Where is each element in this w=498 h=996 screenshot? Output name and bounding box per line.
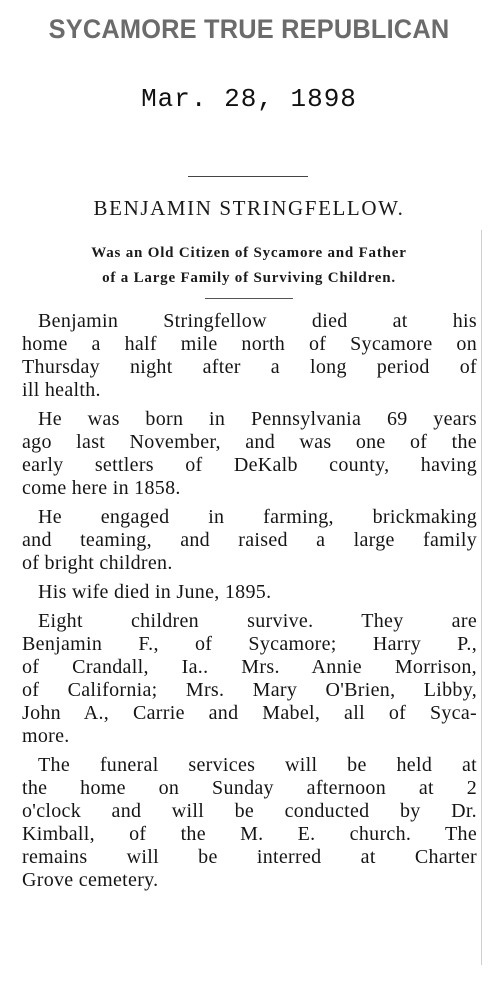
paragraph-line: remains will be interred at Charter [22, 846, 477, 868]
paragraph-line: of Crandall, Ia.. Mrs. Annie Morrison, [22, 656, 477, 678]
article-body [22, 310, 477, 892]
paragraph-line: He was born in Pennsylvania 69 years [38, 408, 477, 430]
clipping-edge-line [481, 230, 482, 965]
paragraph-line: Kimball, of the M. E. church. The [22, 823, 477, 845]
paragraph-line: His wife died in June, 1895. [38, 581, 272, 603]
paragraph-line: early settlers of DeKalb county, having [22, 454, 477, 476]
publication-date: Mar. 28, 1898 [141, 84, 357, 114]
paragraph-line: Benjamin Stringfellow died at his [38, 310, 477, 332]
paragraph-line: the home on Sunday afternoon at 2 [22, 777, 477, 799]
top-rule [188, 176, 308, 177]
paragraph-line: of California; Mrs. Mary O'Brien, Libby, [22, 679, 477, 701]
article-headline: BENJAMIN STRINGFELLOW. [93, 196, 405, 220]
paragraph-line: home a half mile north of Sycamore on [22, 333, 477, 355]
paragraph-line: The funeral services will be held at [38, 754, 477, 776]
article-paragraph [22, 610, 477, 748]
newspaper-masthead: SYCAMORE TRUE REPUBLICAN [48, 14, 450, 44]
article-paragraph [22, 506, 477, 575]
paragraph-line: and teaming, and raised a large family [22, 529, 477, 551]
paragraph-line: Thursday night after a long period of [22, 356, 477, 378]
paragraph-line: Benjamin F., of Sycamore; Harry P., [22, 633, 477, 655]
paragraph-line: He engaged in farming, brickmaking [38, 506, 477, 528]
paragraph-line: John A., Carrie and Mabel, all of Syca- [22, 702, 477, 724]
article-paragraph [22, 581, 477, 604]
paragraph-line: ago last November, and was one of the [22, 431, 477, 453]
paragraph-line: of bright children. [22, 552, 173, 574]
section-rule [205, 298, 293, 299]
paragraph-line: come here in 1858. [22, 477, 181, 499]
paragraph-line: Grove cemetery. [22, 869, 159, 891]
subhead-line-2: of a Large Family of Surviving Children. [102, 270, 396, 286]
article-paragraph [22, 754, 477, 892]
subhead-line-1: Was an Old Citizen of Sycamore and Father [91, 245, 407, 261]
article-paragraph [22, 310, 477, 402]
paragraph-line: more. [22, 725, 70, 747]
paragraph-line: Eight children survive. They are [38, 610, 477, 632]
article-paragraph [22, 408, 477, 500]
paragraph-line: o'clock and will be conducted by Dr. [22, 800, 477, 822]
article-subhead [0, 241, 498, 291]
paragraph-line: ill health. [22, 379, 101, 401]
